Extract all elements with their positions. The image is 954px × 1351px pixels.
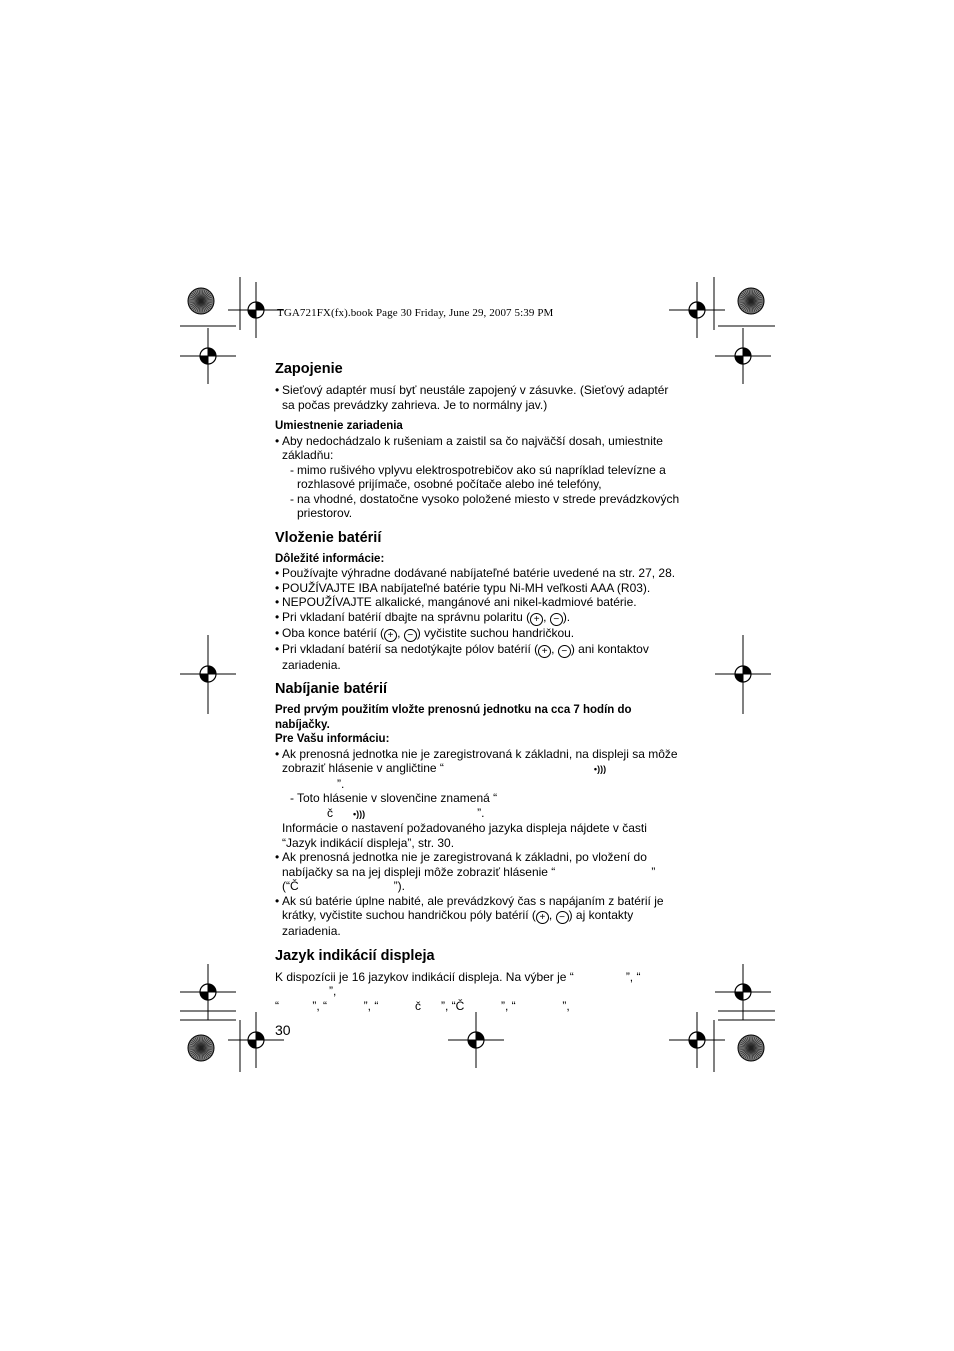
list-item: • Ak prenosná jednotka nie je zaregistrovaná k základni, na displeji sa môže zobraziť hlásenie v angličtine “ •))) ”. - Toto hlásenie v slovenčine znamená “ č •))) ”. Informácie o nastavení požadovaného jazyka displeja nájdete v časti “Jazyk indikácií displeja”, str. 30. (275, 747, 683, 851)
list-item: - mimo rušivého vplyvu elektrospotrebičov ako sú napríklad televízne a rozhlasové prijímače, osobné počítače alebo iné telefóny, (290, 463, 683, 492)
minus-icon: − (558, 645, 571, 658)
heading-zapojenie: Zapojenie (275, 361, 343, 377)
heading-nabijanie: Nabíjanie batérií (275, 681, 388, 697)
list-item: • NEPOUŽÍVAJTE alkalické, mangánové ani nikel-kadmiové batérie. (275, 595, 683, 610)
section-jazyk (275, 947, 683, 1014)
list-item: • Sieťový adaptér musí byť neustále zapojený v zásuvke. (Sieťový adaptér sa počas prevádzky zahrieva. Je to normálny jav.) (275, 383, 683, 412)
list-item: • Pri vkladaní batérií dbajte na správnu polaritu ( + , − ). (275, 610, 683, 626)
page-content (275, 360, 683, 1038)
minus-icon: − (404, 629, 417, 642)
book-header: TGA721FX(fx).book Page 30 Friday, June 29, 2007 5:39 PM (277, 307, 554, 319)
subheading-dolezite: Dôležité informácie: (275, 552, 385, 565)
list-item: • Oba konce batérií ( + , − ) vyčistite suchou handričkou. (275, 626, 683, 642)
section-zapojenie (275, 360, 683, 521)
minus-icon: − (556, 911, 569, 924)
plus-icon: + (530, 613, 543, 626)
language-text: K dispozícii je 16 jazykov indikácií displeja. Na výber je “ ”, “”, (275, 969, 641, 998)
list-item: - na vhodné, dostatočne vysoko položené miesto v strede prevádzkových priestorov. (290, 492, 683, 521)
list-item: • Ak prenosná jednotka nie je zaregistrovaná k základni, po vložení do nabíjačky sa na jej displeji môže zobraziť hlásenie “ ” (“Č ”). (275, 850, 683, 894)
section-vlozenie (275, 529, 683, 673)
heading-jazyk: Jazyk indikácií displeja (275, 947, 435, 964)
section-nabijanie (275, 680, 683, 939)
list-item: • Používajte výhradne dodávané nabíjateľné batérie uvedené na str. 27, 28. (275, 566, 683, 581)
list-item: • Pri vkladaní batérií sa nedotýkajte pólov batérií ( + , − ) ani kontaktov zariadenia. (275, 642, 683, 673)
minus-icon: − (550, 613, 563, 626)
list-item: • POUŽÍVAJTE IBA nabíjateľné batérie typu Ni-MH veľkosti AAA (R03). (275, 581, 683, 596)
list-item: • Aby nedochádzalo k rušeniam a zaistil sa čo najväčší dosah, umiestnite základňu: - mimo rušivého vplyvu elektrospotrebičov ako sú napríklad televízne a rozhlasové prijímače, osobné počítače alebo iné telefóny, - na vhodné, dostatočne vysoko položené miesto v strede prevádzkových priestorov. (275, 434, 683, 521)
heading-vlozenie: Vloženie batérií (275, 529, 382, 546)
signal-icon: •))) (593, 764, 607, 774)
list-item: • Ak sú batérie úplne nabité, ale prevádzkový čas s napájaním z batérií je krátky, vyčistite suchou handričkou póly batérií ( + , − ) aj kontakty zariadenia. (275, 894, 683, 939)
signal-icon: •))) (353, 808, 366, 819)
subheading-pre-vasu: Pre Vašu informáciu: (275, 733, 390, 745)
plus-icon: + (384, 629, 397, 642)
subheading-umiestnenie: Umiestnenie zariadenia (275, 420, 403, 432)
subheading-pred-prvym: Pred prvým použitím vložte prenosnú jednotku na cca 7 hodín do nabíjačky. (275, 704, 632, 731)
plus-icon: + (538, 645, 551, 658)
plus-icon: + (536, 911, 549, 924)
list-item: - Toto hlásenie v slovenčine znamená “ č •))) ”. (290, 791, 683, 821)
page-number: 30 (275, 1022, 291, 1038)
language-text: “ ”, “ ”, “ č ”, “Č ”, “ ”, (275, 998, 570, 1013)
